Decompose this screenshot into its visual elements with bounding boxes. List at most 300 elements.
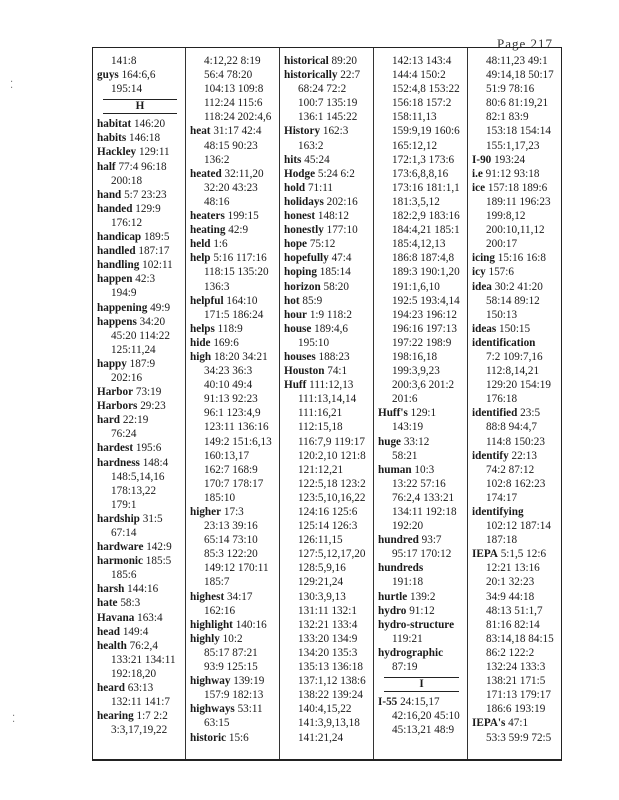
index-column-4 <box>378 54 465 755</box>
page-line-refs: 173:16 181:1,1 <box>392 181 460 194</box>
page-line-refs: 15:6 <box>228 731 249 744</box>
page-line-refs: 31:5 <box>142 512 163 525</box>
index-term: hearing <box>97 710 134 723</box>
page-line-refs: 185:4,12,13 <box>392 238 446 251</box>
page-line-refs: 191:18 <box>392 576 424 589</box>
page-line-refs: 32:20 43:23 <box>204 181 258 194</box>
page-line-refs: 134:11 192:18 <box>392 506 457 518</box>
page-line-refs: 122:5,18 123:2 <box>298 477 366 490</box>
page-line-refs: 22:7 <box>340 69 361 82</box>
index-column-3 <box>284 54 371 755</box>
index-entry <box>378 435 465 449</box>
page-line-refs: 34:20 <box>139 315 166 328</box>
index-term: houses <box>284 350 316 363</box>
page-line-refs: 88:8 94:4,7 <box>486 421 537 434</box>
page-line-refs: 48:13 51:1,7 <box>486 604 543 617</box>
index-entry <box>284 223 371 237</box>
page-line-refs: 181:3,5,12 <box>392 195 440 208</box>
page-line-refs: 199:3,9,23 <box>392 365 440 378</box>
page-line-refs: 42:9 <box>228 224 249 237</box>
index-term: head <box>97 625 121 638</box>
page-line-refs: 132:24 133:3 <box>486 661 546 674</box>
index-term: hydro <box>378 604 407 617</box>
page-line-refs: 1:9 118:2 <box>309 308 352 321</box>
page-line-refs: 58:3 <box>120 597 141 610</box>
page-line-refs: 65:14 73:10 <box>204 534 258 547</box>
index-entry <box>472 406 559 420</box>
page-line-refs: 63:15 <box>204 717 230 730</box>
page-line-refs: 1:6 <box>213 238 228 251</box>
index-entry <box>378 590 465 604</box>
index-entry <box>190 590 277 604</box>
index-entry <box>472 547 559 561</box>
index-term: ideas <box>472 322 497 335</box>
page-line-refs: 127:5,12,17,20 <box>298 548 366 561</box>
page-line-refs: 5:24 6:2 <box>317 167 355 180</box>
index-term: Hackley <box>97 146 137 159</box>
page-line-refs: 138:22 139:24 <box>298 689 363 702</box>
index-term: Harbor <box>97 386 134 399</box>
index-entry <box>97 611 183 625</box>
page-line-refs: 148:5,14,16 <box>111 470 165 483</box>
page-line-refs: 200:18 <box>111 174 143 187</box>
index-term: historic <box>190 731 227 744</box>
index-entry <box>190 632 277 646</box>
page-line-refs: 176:12 <box>111 216 143 229</box>
page-line-refs: 47:4 <box>331 252 352 265</box>
page-line-refs: 77:4 96:18 <box>118 160 167 173</box>
page-line-refs: 23:13 39:16 <box>204 520 258 533</box>
index-entry <box>284 209 371 223</box>
page-line-refs: 81:16 82:14 <box>486 618 540 631</box>
page-line-refs: 189:11 196:23 <box>486 195 551 208</box>
page-line-refs: 112:15,18 <box>298 421 343 434</box>
page-line-refs: 186:6 193:19 <box>486 703 546 716</box>
page-line-refs: 132:21 133:4 <box>298 618 358 631</box>
page-line-refs: 163:2 <box>298 139 324 152</box>
page-line-refs: 185:7 <box>204 576 230 589</box>
page-line-refs: 111:13,14,14 <box>298 393 357 406</box>
index-entry <box>97 188 183 202</box>
page-line-refs: 156:18 157:2 <box>392 97 452 110</box>
page-line-refs: 76:2,4 <box>129 639 158 652</box>
index-term: Havana <box>97 611 135 624</box>
index-entry <box>284 181 371 195</box>
index-entry <box>472 167 559 181</box>
page-line-refs: 187:17 <box>138 245 170 258</box>
index-entry <box>97 709 183 723</box>
index-entry <box>378 646 465 660</box>
page-line-refs: 3:3,17,19,22 <box>111 724 168 737</box>
page-line-refs: 194:9 <box>111 287 137 300</box>
page-line-refs: 116:7,9 119:17 <box>298 435 365 448</box>
index-term: hardship <box>97 512 140 525</box>
page-line-refs: 136:2 <box>204 153 230 166</box>
page-line-refs: 192:18,20 <box>111 667 157 680</box>
index-term: health <box>97 639 127 652</box>
index-entry <box>190 674 277 688</box>
index-term: icy <box>472 266 486 279</box>
index-term: identify <box>472 449 509 462</box>
index-entry <box>190 618 277 632</box>
page-line-refs: 120:2,10 121:8 <box>298 449 366 462</box>
page-line-refs: 42:3 <box>135 273 156 286</box>
page-line-refs: 200:3,6 201:2 <box>392 379 455 392</box>
index-term: hot <box>284 294 300 307</box>
page-line-refs: 76:24 <box>111 428 137 441</box>
index-entry <box>378 406 465 420</box>
index-term: hoping <box>284 266 317 279</box>
page-line-refs: 136:1 145:22 <box>298 111 358 124</box>
index-term: harmonic <box>97 555 143 568</box>
page-line-refs: 144:16 <box>127 583 159 596</box>
page-line-refs: 169:6 <box>213 336 239 349</box>
index-entry <box>472 336 559 350</box>
index-entry <box>284 153 371 167</box>
page-line-refs: 17:3 <box>223 506 244 518</box>
index-term: hold <box>284 181 306 194</box>
index-entry <box>190 167 277 181</box>
page-line-refs: 118:15 135:20 <box>204 266 269 279</box>
page-line-refs: 176:18 <box>486 393 518 406</box>
page-line-refs: 63:13 <box>127 682 154 695</box>
page-line-refs: 165:12,12 <box>392 139 438 152</box>
page-line-refs: 118:9 <box>217 322 243 335</box>
index-entry <box>472 505 559 519</box>
index-term: i.e <box>472 167 483 180</box>
page-line-refs: 102:8 162:23 <box>486 477 546 490</box>
page-line-refs: 193:24 <box>494 153 526 166</box>
column-divider <box>185 48 186 759</box>
page-line-refs: 199:8,12 <box>486 210 526 223</box>
page-line-refs: 136:3 <box>204 280 230 293</box>
page-line-refs: 197:22 198:9 <box>392 336 452 349</box>
index-entry <box>190 505 277 519</box>
page-line-refs: 80:6 81:19,21 <box>486 97 549 110</box>
index-term: I-90 <box>472 153 492 166</box>
page-line-refs: 34:9 44:18 <box>486 590 535 603</box>
index-entry <box>190 294 277 308</box>
page-line-refs: 146:20 <box>134 118 166 131</box>
page-line-refs: 184:4,21 185:1 <box>392 224 460 237</box>
page-line-refs: 195:10 <box>298 336 330 349</box>
index-entry <box>472 280 559 294</box>
index-entry <box>97 456 183 470</box>
page-line-refs: 139:19 <box>233 675 265 688</box>
index-term: handicap <box>97 231 142 244</box>
index-entry <box>378 533 465 547</box>
page-line-refs: 124:16 125:6 <box>298 506 358 518</box>
index-entry <box>190 350 277 364</box>
index-entry <box>97 258 183 272</box>
page-line-refs: 178:13,22 <box>111 484 157 497</box>
page-line-refs: 119:21 <box>392 632 423 645</box>
page-line-refs: 22:13 <box>511 449 537 462</box>
page-line-refs: 56:4 78:20 <box>204 69 253 82</box>
index-term: half <box>97 160 116 173</box>
page-line-refs: 75:12 <box>309 238 336 251</box>
page-line-refs: 150:15 <box>499 322 531 335</box>
page-line-refs: 67:14 <box>111 527 137 539</box>
index-entry <box>97 625 183 639</box>
index-term: highlight <box>190 618 233 631</box>
page-line-refs: 189:3 190:1,20 <box>392 266 460 279</box>
index-entry <box>97 441 183 455</box>
index-entry <box>284 124 371 138</box>
page-line-refs: 173:6,8,8,16 <box>392 167 449 180</box>
page-line-refs: 185:5 <box>145 555 172 568</box>
index-entry <box>284 265 371 279</box>
page-line-refs: 5:1,5 12:6 <box>500 548 547 561</box>
index-term: handled <box>97 245 136 258</box>
page-line-refs: 162:16 <box>204 604 236 617</box>
index-term: Harbors <box>97 400 138 413</box>
index-term: IEPA's <box>472 717 506 730</box>
index-entry <box>97 582 183 596</box>
index-term: identification <box>472 336 536 349</box>
index-term: honestly <box>284 224 324 237</box>
index-term: identified <box>472 407 518 420</box>
page-line-refs: 144:4 150:2 <box>392 69 446 82</box>
page-line-refs: 198:16,18 <box>392 350 438 363</box>
page-line-refs: 49:14,18 50:17 <box>486 69 554 82</box>
index-term: higher <box>190 506 222 518</box>
page-line-refs: 45:24 <box>304 153 330 166</box>
page-line-refs: 128:5,9,16 <box>298 562 346 575</box>
column-divider <box>373 48 374 759</box>
page-line-refs: 137:1,12 138:6 <box>298 675 366 688</box>
page-line-refs: 114:8 150:23 <box>486 435 545 448</box>
column-divider <box>279 48 280 759</box>
page-line-refs: 129:9 <box>135 202 161 215</box>
page-line-refs: 199:15 <box>227 210 259 223</box>
index-entry <box>190 702 277 716</box>
index-entry <box>97 315 183 329</box>
index-term: guys <box>97 69 119 82</box>
index-term: house <box>284 322 312 335</box>
page-line-refs: 141:8 <box>111 55 137 67</box>
index-term: handed <box>97 202 133 215</box>
page-line-refs: 174:17 <box>486 491 518 504</box>
index-entry <box>97 512 183 526</box>
index-term: History <box>284 125 321 138</box>
page-line-refs: 1:7 2:2 <box>136 710 168 723</box>
page-line-refs: 189:4,6 <box>314 322 349 335</box>
index-term: hour <box>284 308 308 321</box>
index-term: hopefully <box>284 252 329 265</box>
index-entry <box>284 195 371 209</box>
page-line-refs: 31:17 42:4 <box>213 125 262 138</box>
page-line-refs: 45:13,21 48:9 <box>392 724 455 737</box>
column-divider <box>467 48 468 759</box>
page-line-refs: 132:11 141:7 <box>111 696 170 709</box>
index-entry <box>284 251 371 265</box>
index-term: identifying <box>472 506 524 518</box>
index-entry <box>97 413 183 427</box>
index-entry <box>472 265 559 279</box>
page-line-refs: 48:11,23 49:1 <box>486 55 548 67</box>
index-term: held <box>190 238 211 251</box>
index-term: highway <box>190 675 231 688</box>
index-term: happen <box>97 273 133 286</box>
index-term: hardware <box>97 541 144 554</box>
page-line-refs: 93:7 <box>421 534 442 547</box>
index-term: help <box>190 252 211 265</box>
page-line-refs: 129:20 154:19 <box>486 379 551 392</box>
index-term: Houston <box>284 365 325 378</box>
page-line-refs: 200:10,11,12 <box>486 224 545 237</box>
page-line-refs: 140:16 <box>235 618 267 631</box>
page-line-refs: 185:14 <box>319 266 351 279</box>
scan-mark: ⁚ <box>10 80 14 91</box>
page-line-refs: 125:14 126:3 <box>298 520 358 533</box>
index-entry <box>472 153 559 167</box>
page-line-refs: 143:19 <box>392 421 424 434</box>
page-line-refs: 58:21 <box>392 449 418 462</box>
page-line-refs: 158:11,13 <box>392 111 437 124</box>
letter-heading: H <box>103 99 177 114</box>
page-line-refs: 48:16 <box>204 195 230 208</box>
page-line-refs: 10:2 <box>222 632 243 645</box>
index-entry <box>284 364 371 378</box>
scan-mark: ⁚ <box>12 714 16 725</box>
page-line-refs: 157:18 189:6 <box>487 181 548 194</box>
index-term: habitat <box>97 118 132 131</box>
page-line-refs: 133:20 134:9 <box>298 632 358 645</box>
index-entry <box>472 181 559 195</box>
page-line-refs: 23:5 <box>520 407 541 420</box>
index-column-1 <box>97 54 183 755</box>
page-line-refs: 29:23 <box>140 400 166 413</box>
index-term: happens <box>97 315 137 328</box>
page-line-refs: 48:15 90:23 <box>204 139 258 152</box>
index-term: high <box>190 350 212 363</box>
page-line-refs: 49:9 <box>150 301 171 314</box>
page-line-refs: 40:10 49:4 <box>204 379 253 392</box>
page-line-refs: 171:13 179:17 <box>486 689 551 702</box>
page-line-refs: 126:11,15 <box>298 534 343 547</box>
page-line-refs: 85:17 87:21 <box>204 646 258 659</box>
index-entry <box>190 124 277 138</box>
index-term: happening <box>97 301 148 314</box>
page-line-refs: 162:3 <box>322 125 349 138</box>
index-term: historical <box>284 55 329 67</box>
page-line-refs: 112:24 115:6 <box>204 97 263 110</box>
page-line-refs: 129:11 <box>138 146 170 159</box>
page-line-refs: 32:11,20 <box>224 167 264 180</box>
index-entry <box>97 596 183 610</box>
page-line-refs: 86:2 122:2 <box>486 646 535 659</box>
page-line-refs: 187:18 <box>486 534 518 547</box>
index-entry <box>284 308 371 322</box>
page-line-refs: 74:2 87:12 <box>486 463 535 476</box>
index-entry <box>472 251 559 265</box>
page-line-refs: 68:24 72:2 <box>298 83 347 96</box>
page-line-refs: 160:13,17 <box>204 449 250 462</box>
index-term: IEPA <box>472 548 498 561</box>
page-line-refs: 140:4,15,22 <box>298 703 352 716</box>
page-line-refs: 195:14 <box>111 83 143 96</box>
index-term: hate <box>97 597 118 610</box>
page-line-refs: 196:16 197:13 <box>392 322 457 335</box>
index-entry <box>190 209 277 223</box>
page-line-refs: 10:3 <box>414 463 435 476</box>
page-line-refs: 139:2 <box>410 590 436 603</box>
page-line-refs: 104:13 109:8 <box>204 83 264 96</box>
index-entry <box>97 117 183 131</box>
page-line-refs: 95:17 170:12 <box>392 548 452 561</box>
page-line-refs: 138:21 171:5 <box>486 675 546 688</box>
index-entry <box>284 280 371 294</box>
index-term: hope <box>284 238 308 251</box>
page-line-refs: 159:9,19 160:6 <box>392 125 460 138</box>
index-entry <box>378 618 465 632</box>
page-line-refs: 135:13 136:18 <box>298 661 363 674</box>
page-line-refs: 125:11,24 <box>111 343 156 356</box>
page-line-refs: 53:3 59:9 72:5 <box>486 731 552 744</box>
page-line-refs: 129:21,24 <box>298 576 344 589</box>
page-line-refs: 157:6 <box>488 266 514 279</box>
page-line-refs: 164:10 <box>226 294 258 307</box>
page-line-refs: 7:2 109:7,16 <box>486 350 543 363</box>
page-line-refs: 130:3,9,13 <box>298 590 346 603</box>
page-line-refs: 192:5 193:4,14 <box>392 294 460 307</box>
page-line-refs: 200:17 <box>486 238 518 251</box>
index-term: harsh <box>97 583 125 596</box>
index-entry <box>378 463 465 477</box>
page-line-refs: 96:1 123:4,9 <box>204 407 261 420</box>
page-line-refs: 34:23 36:3 <box>204 365 253 378</box>
page-line-refs: 202:16 <box>111 371 143 384</box>
page-line-refs: 191:1,6,10 <box>392 280 440 293</box>
index-term: hydrographic <box>378 646 444 659</box>
page-line-refs: 202:16 <box>326 195 358 208</box>
page-line-refs: 82:1 83:9 <box>486 111 529 124</box>
page-line-refs: 102:12 187:14 <box>486 520 551 533</box>
index-term: historically <box>284 69 338 82</box>
page-line-refs: 157:9 182:13 <box>204 689 264 702</box>
index-entry <box>190 322 277 336</box>
index-term: hard <box>97 414 121 427</box>
page-line-refs: 192:20 <box>392 520 424 533</box>
page-line-refs: 71:11 <box>307 181 334 194</box>
index-entry <box>284 350 371 364</box>
index-term: happy <box>97 357 127 370</box>
index-term: heard <box>97 682 125 695</box>
page-line-refs: 42:16,20 45:10 <box>392 710 460 723</box>
index-term: heated <box>190 167 222 180</box>
page-line-refs: 153:18 154:14 <box>486 125 551 138</box>
page-line-refs: 30:2 41:20 <box>494 280 543 293</box>
page-line-refs: 51:9 78:16 <box>486 83 535 96</box>
index-term: heat <box>190 125 211 138</box>
index-entry <box>284 54 371 68</box>
index-entry <box>97 202 183 216</box>
page-line-refs: 170:7 178:17 <box>204 477 264 490</box>
page-line-refs: 58:20 <box>323 280 349 293</box>
index-term: hydro-structure <box>378 618 455 631</box>
page-line-refs: 93:9 125:15 <box>204 661 258 674</box>
page-line-refs: 150:13 <box>486 308 518 321</box>
page-line-refs: 58:14 89:12 <box>486 294 540 307</box>
page-line-refs: 187:9 <box>129 357 156 370</box>
page-line-refs: 73:19 <box>135 386 162 399</box>
index-entry <box>97 301 183 315</box>
index-term: habits <box>97 132 127 145</box>
page-label: Page 217 <box>496 36 553 51</box>
page-line-refs: 185:6 <box>111 569 137 582</box>
page-line-refs: 148:4 <box>142 456 169 469</box>
